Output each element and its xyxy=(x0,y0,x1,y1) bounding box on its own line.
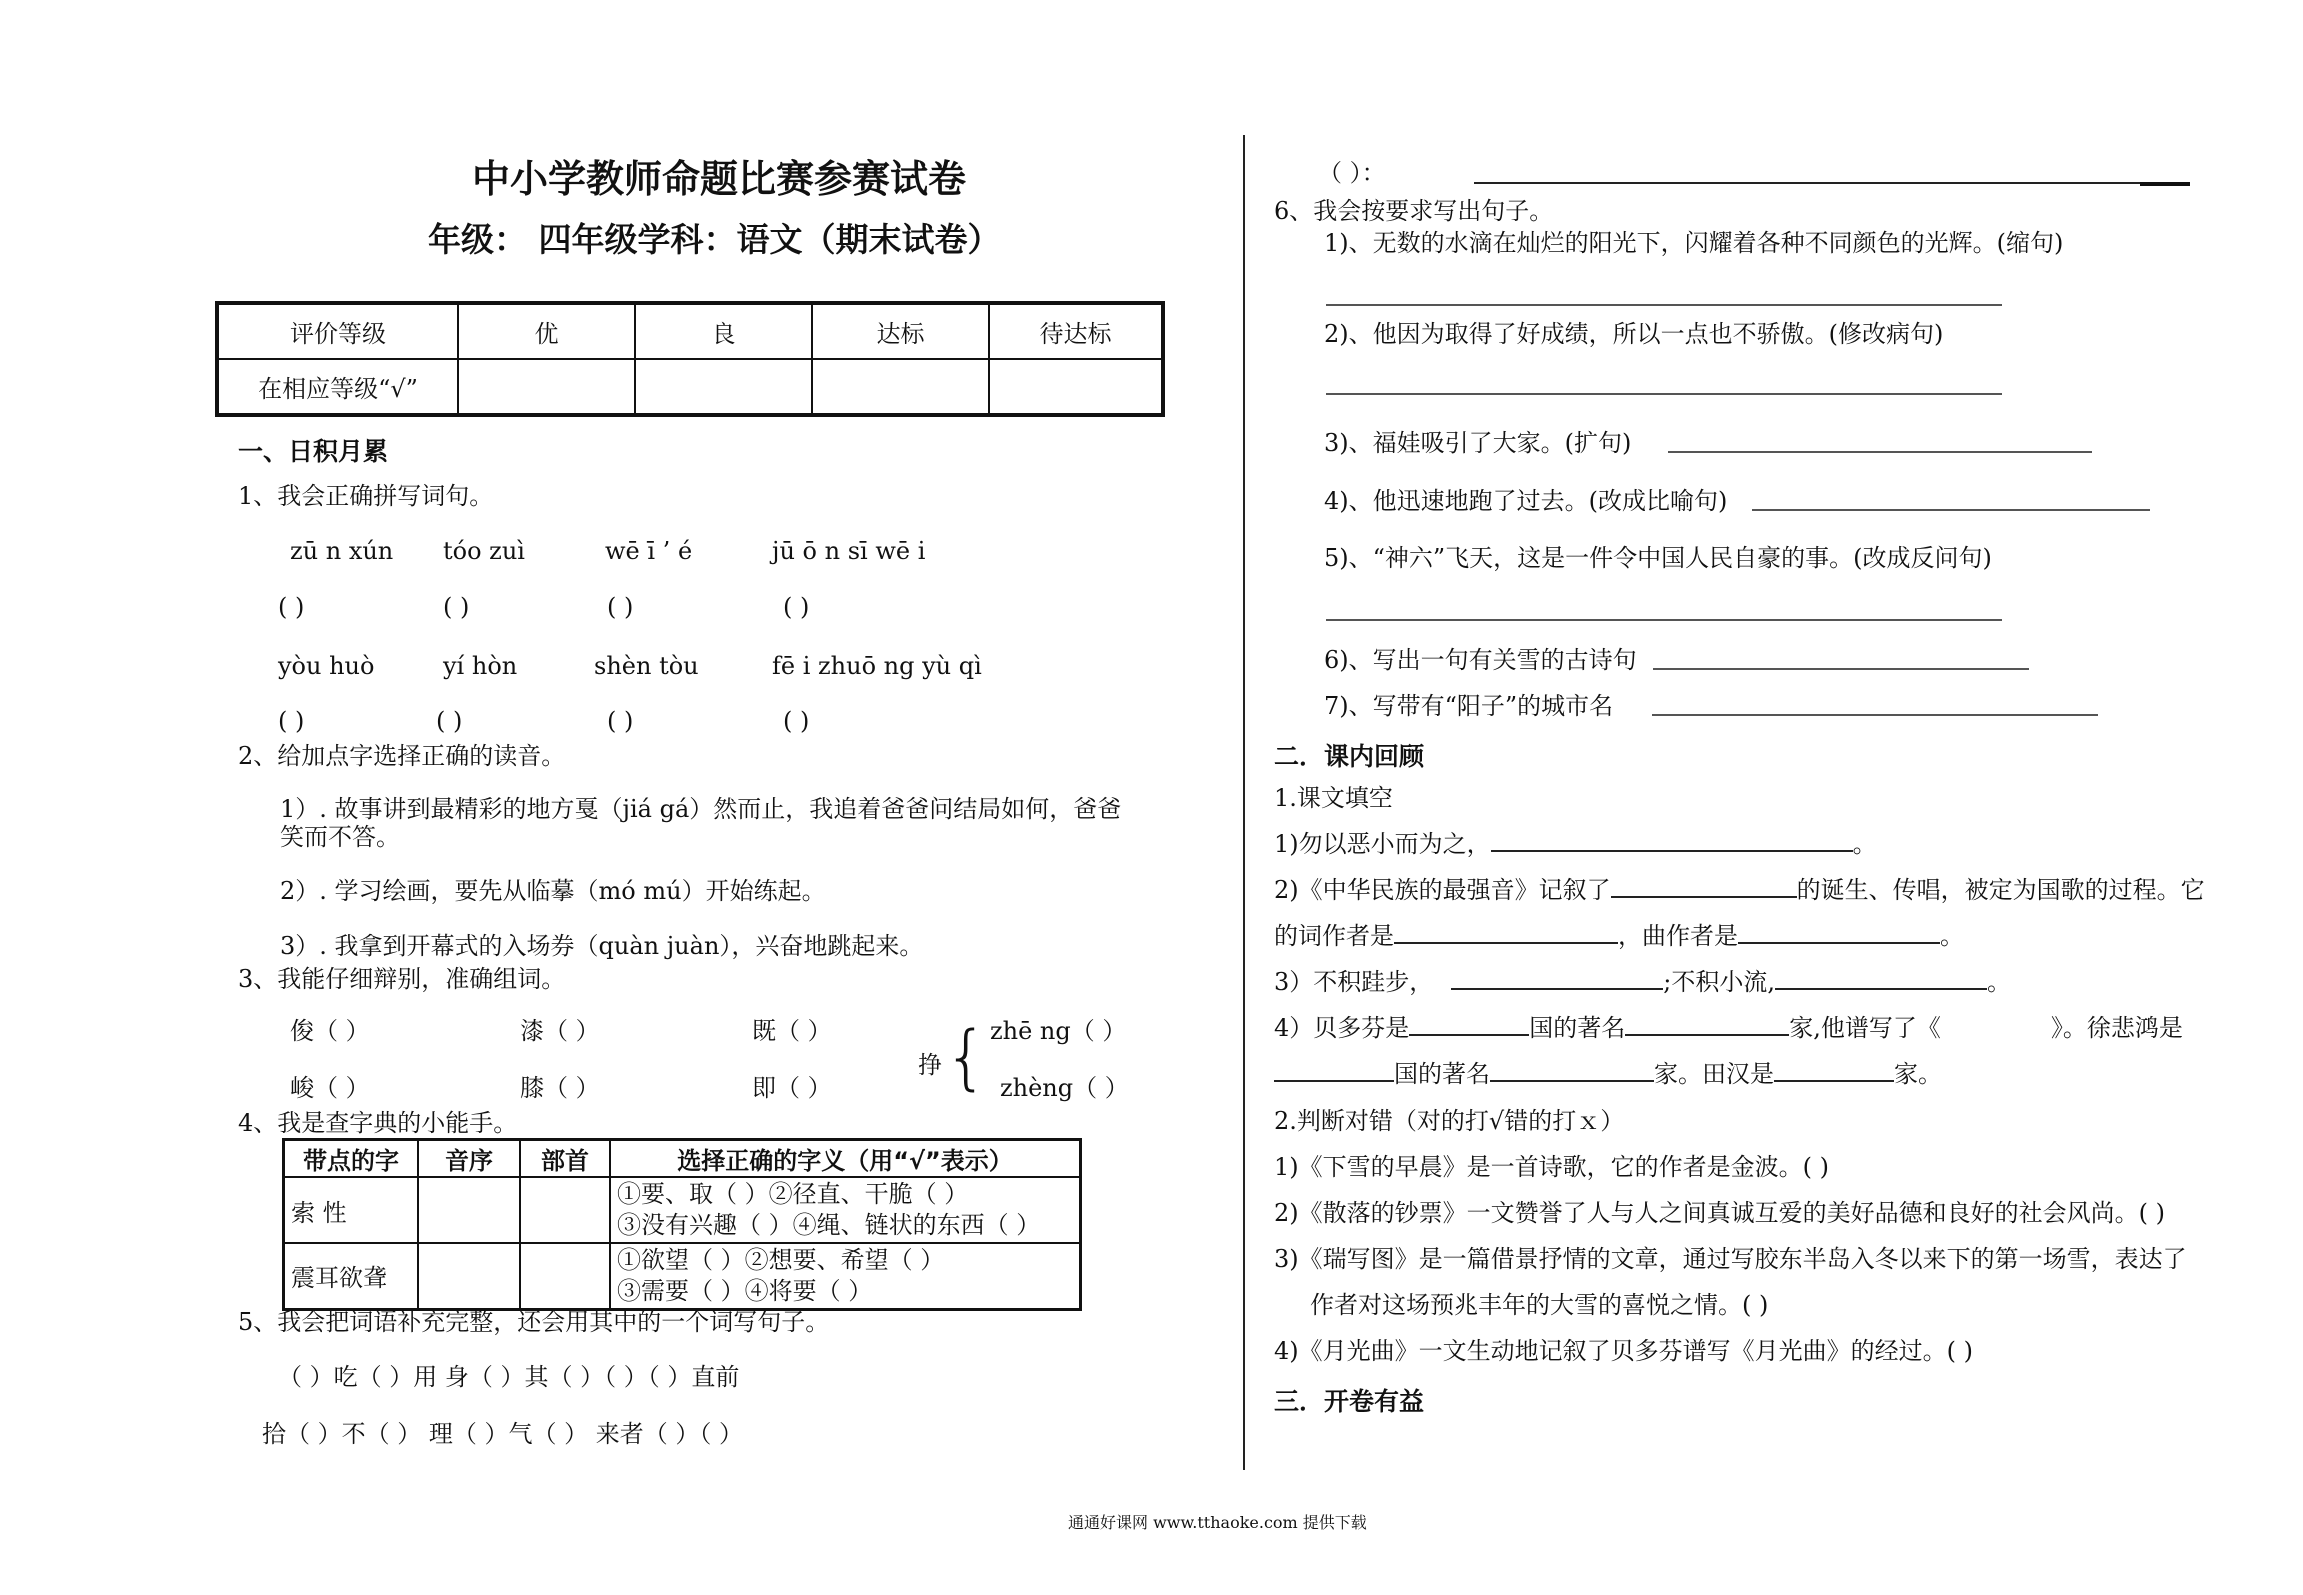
question-item: 7)、写带有“阳子”的城市名 xyxy=(1324,692,1614,720)
judge-item: 3)《瑞写图》是一篇借景抒情的文章，通过写胶东半岛入冬以来下的第一场雪，表达了 xyxy=(1274,1245,2187,1273)
word-group[interactable]: zhèng（ ） xyxy=(1000,1074,1129,1102)
dict-word: 索 性 xyxy=(284,1177,419,1243)
section-heading: 三．开卷有益 xyxy=(1274,1387,1425,1416)
fill-item xyxy=(1274,921,1964,951)
fill-text: 的诞生、传唱，被定为国歌的过程。它 xyxy=(1796,876,2205,904)
fill-text: ;不积小流, xyxy=(1663,968,1775,996)
judge-item[interactable]: 1)《下雪的早晨》是一首诗歌，它的作者是金波。( ) xyxy=(1274,1153,1829,1181)
dict-meaning[interactable]: ①要、取（ ）②径直、干脆（ ） xyxy=(617,1180,969,1208)
question: 4、我是查字典的小能手。 xyxy=(238,1109,518,1137)
fill-blank[interactable] xyxy=(1490,1080,1654,1082)
pinyin: jū ō n sī wē i xyxy=(772,537,926,565)
question: 6、我会按要求写出句子。 xyxy=(1274,197,1554,225)
question-item: 2)、他因为取得了好成绩，所以一点也不骄傲。(修改病句) xyxy=(1324,320,1944,348)
dict-meaning[interactable]: ③没有兴趣（ ）④绳、链状的东西（ ） xyxy=(617,1211,1041,1239)
question-item: 3）. 我拿到开幕式的入场券（quàn juàn），兴奋地跳起来。 xyxy=(280,932,924,960)
fill-text: 的词作者是 xyxy=(1274,922,1394,950)
pinyin: shèn tòu xyxy=(594,652,699,680)
dict-cell[interactable] xyxy=(520,1243,610,1309)
answer-line[interactable] xyxy=(1652,714,2098,716)
dictionary-table xyxy=(282,1138,1082,1311)
fill-blank[interactable] xyxy=(1491,850,1853,852)
idiom-row[interactable]: （ ）吃（ ）用 身（ ）其（ ）（ ）（ ）直前 xyxy=(278,1363,740,1391)
fill-text: 国的著名 xyxy=(1529,1014,1626,1042)
polyphone-char: 挣 xyxy=(918,1051,942,1079)
sub-heading: 2.判断对错（对的打√错的打ｘ） xyxy=(1274,1107,1625,1135)
answer-blank[interactable]: ( ) xyxy=(783,593,810,621)
idiom-row[interactable]: 拾（ ）不（ ） 理（ ）气（ ） 来者（ ）（ ） xyxy=(262,1420,744,1448)
grade-row-label: 在相应等级“√” xyxy=(217,359,458,415)
pinyin: wē ī ’ é xyxy=(605,537,693,565)
grade-cell[interactable] xyxy=(458,359,635,415)
grade-header: 优 xyxy=(458,303,635,359)
dict-header: 带点的字 xyxy=(284,1140,419,1178)
question: 5、我会把词语补充完整，还会用其中的一个词写句子。 xyxy=(238,1308,830,1336)
fill-item xyxy=(1274,829,1877,859)
answer-blank[interactable]: ( ) xyxy=(278,593,305,621)
grade-cell[interactable] xyxy=(635,359,812,415)
grade-header: 达标 xyxy=(812,303,989,359)
fill-text: 家。田汉是 xyxy=(1654,1060,1774,1088)
word-group[interactable]: 既（ ） xyxy=(752,1017,832,1045)
question-item: 1)、无数的水滴在灿烂的阳光下，闪耀着各种不同颜色的光辉。(缩句) xyxy=(1324,229,2064,257)
fill-blank[interactable] xyxy=(1774,1080,1894,1082)
answer-line[interactable] xyxy=(1474,182,2154,184)
column-divider xyxy=(1243,135,1245,1470)
pinyin: tóo zuì xyxy=(443,537,525,565)
fill-text: 2)《中华民族的最强音》记叙了 xyxy=(1274,876,1611,904)
question-item: 笑而不答。 xyxy=(280,823,400,851)
grade-cell[interactable] xyxy=(989,359,1163,415)
fill-text: 。 xyxy=(1852,830,1877,858)
question-item: 2）. 学习绘画，要先从临摹（mó mú）开始练起。 xyxy=(280,877,826,905)
question-item: 5)、“神六”飞天，这是一件令中国人民自豪的事。(改成反问句) xyxy=(1324,544,1992,572)
fill-item xyxy=(1274,1059,1942,1089)
section-heading: 二．课内回顾 xyxy=(1274,742,1425,771)
answer-line xyxy=(2140,182,2190,186)
brace-icon: { xyxy=(944,1016,989,1098)
fill-text: 4）贝多芬是 xyxy=(1274,1014,1410,1042)
fill-text: 1)勿以恶小而为之， xyxy=(1274,830,1491,858)
fill-blank[interactable] xyxy=(1738,942,1940,944)
answer-line[interactable] xyxy=(1752,509,2150,511)
dict-header: 音序 xyxy=(418,1140,520,1178)
dict-meaning[interactable]: ①欲望（ ）②想要、希望（ ） xyxy=(617,1245,945,1274)
grade-header: 良 xyxy=(635,303,812,359)
fill-blank[interactable] xyxy=(1451,988,1663,990)
grade-header: 评价等级 xyxy=(217,303,458,359)
question: 3、我能仔细辩别，准确组词。 xyxy=(238,965,566,993)
question: 2、给加点字选择正确的读音。 xyxy=(238,742,566,770)
question-item: 4)、他迅速地跑了过去。(改成比喻句) xyxy=(1324,487,1728,515)
word-group[interactable]: zhē ng（ ） xyxy=(990,1017,1127,1045)
answer-label: （ ）： xyxy=(1318,159,1386,187)
sub-heading: 1.课文填空 xyxy=(1274,784,1393,812)
judge-item[interactable]: 4)《月光曲》一文生动地记叙了贝多芬谱写《月光曲》的经过。( ) xyxy=(1274,1337,1973,1365)
section-heading: 一、日积月累 xyxy=(238,437,389,466)
grade-header: 待达标 xyxy=(989,303,1163,359)
fill-text: 家,他谱写了《 xyxy=(1789,1014,1941,1042)
exam-title: 中小学教师命题比赛参赛试卷 xyxy=(472,157,967,201)
pinyin: yí hòn xyxy=(443,652,518,680)
word-group[interactable]: 俊（ ） xyxy=(290,1017,370,1045)
fill-text: 家。 xyxy=(1894,1060,1942,1088)
dict-meaning[interactable]: ③需要（ ）④将要（ ） xyxy=(617,1276,873,1305)
fill-text: 。 xyxy=(1987,968,2011,996)
fill-text: 国的著名 xyxy=(1394,1060,1490,1088)
judge-item[interactable]: 2)《散落的钞票》一文赞誉了人与人之间真诚互爱的美好品德和良好的社会风尚。( ) xyxy=(1274,1199,2165,1227)
question-item: 6)、写出一句有关雪的古诗句 xyxy=(1324,646,1637,674)
answer-line[interactable] xyxy=(1326,393,2002,395)
fill-text: 》。徐悲鸿是 xyxy=(2050,1014,2183,1042)
answer-blank[interactable]: ( ) xyxy=(783,707,810,735)
dict-cell[interactable] xyxy=(418,1243,520,1309)
answer-blank[interactable]: ( ) xyxy=(278,707,305,735)
answer-blank[interactable]: ( ) xyxy=(607,593,634,621)
fill-item xyxy=(1274,875,2205,905)
fill-blank[interactable] xyxy=(1611,896,1797,898)
dict-header: 部首 xyxy=(520,1140,610,1178)
fill-item xyxy=(1274,967,2011,997)
answer-blank[interactable]: ( ) xyxy=(436,707,463,735)
dict-cell[interactable] xyxy=(520,1177,610,1243)
dict-word: 震耳欲聋 xyxy=(284,1243,419,1309)
fill-blank[interactable] xyxy=(1409,1034,1529,1036)
pinyin: yòu huò xyxy=(278,652,375,680)
question-item: 1）. 故事讲到最精彩的地方戛（jiá gá）然而止，我追着爸爸问结局如何，爸爸 xyxy=(280,795,1122,823)
fill-blank[interactable] xyxy=(1775,988,1987,990)
judge-item[interactable]: 作者对这场预兆丰年的大雪的喜悦之情。( ) xyxy=(1310,1291,1769,1319)
question: 1、我会正确拼写词句。 xyxy=(238,482,494,510)
answer-blank[interactable]: ( ) xyxy=(443,593,470,621)
dict-header: 选择正确的字义（用“√”表示） xyxy=(610,1140,1081,1178)
answer-line[interactable] xyxy=(1326,619,2002,621)
fill-blank[interactable] xyxy=(1274,1080,1394,1082)
fill-text: 3）不积跬步， xyxy=(1274,968,1434,996)
pinyin: zū n xún xyxy=(290,537,394,565)
grade-cell[interactable] xyxy=(812,359,989,415)
footer-credit: 通通好课网 www.tthaoke.com 提供下载 xyxy=(1068,1513,1367,1532)
answer-line[interactable] xyxy=(1326,304,2002,306)
exam-subtitle: 年级： 四年级学科：语文（期末试卷） xyxy=(428,220,1001,259)
word-group[interactable]: 峻（ ） xyxy=(290,1074,370,1102)
word-group[interactable]: 漆（ ） xyxy=(520,1017,600,1045)
answer-blank[interactable]: ( ) xyxy=(607,707,634,735)
fill-blank[interactable] xyxy=(1625,1034,1789,1036)
fill-item xyxy=(1274,1013,2183,1043)
fill-text: ，曲作者是 xyxy=(1618,922,1738,950)
word-group[interactable]: 膝（ ） xyxy=(520,1074,600,1102)
answer-line[interactable] xyxy=(1653,668,2029,670)
grade-table xyxy=(215,301,1165,417)
question-item: 3)、福娃吸引了大家。(扩句) xyxy=(1324,429,1632,457)
pinyin: fē i zhuō ng yù qì xyxy=(772,652,982,680)
fill-text: 。 xyxy=(1940,922,1964,950)
answer-line[interactable] xyxy=(1668,451,2092,453)
dict-cell[interactable] xyxy=(418,1177,520,1243)
word-group[interactable]: 即（ ） xyxy=(752,1074,832,1102)
fill-blank[interactable] xyxy=(1394,942,1618,944)
